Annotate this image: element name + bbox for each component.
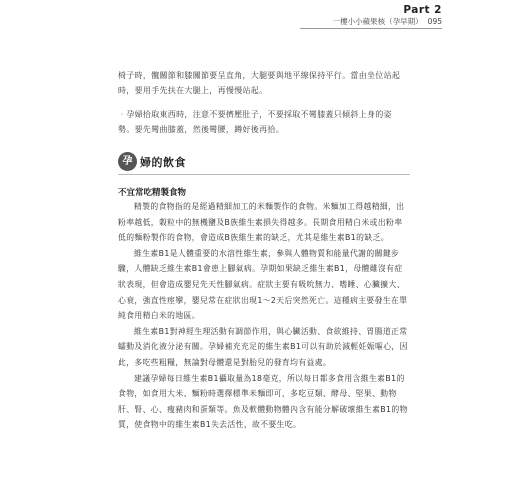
section-heading (118, 152, 186, 171)
section-rule (118, 174, 410, 175)
section-badge: 孕 (118, 152, 137, 171)
body-paragraph: 維生素B1是人體重要的水溶性維生素，參與人體物質和能量代謝的關鍵步驟，人體缺乏維生素B1會患上腳氣病。孕期如果缺乏維生素B1，母體雖沒有症狀表現，但會造成嬰兒先天性腳氣病。症狀主要有吸吮無力、嗜睡、心臟擴大、心衰，強直性痙攣，嬰兒常在症狀出現1～2天后突然死亡。這種病主要發生在單純食用精白米的地區。 (118, 248, 408, 321)
page-number: 095 (427, 17, 442, 26)
section-title: 婦的飲食 (140, 155, 186, 169)
header-rule (300, 28, 442, 29)
subheading: 不宜常吃精製食物 (118, 188, 187, 198)
body-paragraph: 精製的食物指的是經過精細加工的米麵製作的食物。米麵加工得越精細，出粉率越低，穀粒中的無機鹽及B族維生素損失得越多。長期食用精白米或出粉率低的麵粉製作的食物，會造成B族維生素的缺乏，尤其是維生素B1的缺乏。 (118, 202, 405, 243)
series-line (333, 16, 442, 27)
body-paragraph: 建議孕婦每日維生素B1攝取量為18毫克，所以每日都多食用含維生素B1的食物，如食用大米、麵粉時選擇標準米麵即可，多吃豆類、酵母、堅果、動物肝、腎、心、瘦豬肉和蛋類等。魚及軟體動物體內含有能分解破壞維生素B1的物質，使食物中的維生素B1失去活性，故不要生吃。 (118, 373, 408, 430)
running-header (333, 4, 442, 27)
body-text (118, 199, 410, 433)
body-paragraph: 維生素B1對神經生理活動有調節作用，與心臟活動、食欲維持、胃腸道正常蠕動及消化液分泌有關。孕婦補充充足的維生素B1可以有助於減輕妊娠嘔心，因此，多吃些粗糧，無論對母體還是對胎兒的發育均有益處。 (118, 326, 408, 367)
series-title: 一樓小小蘋果核（孕早期） (332, 17, 423, 26)
part-label: Part 2 (403, 4, 442, 16)
continued-paragraph: 椅子時，髖關節和膝關節要呈直角，大腿要與地平線保持平行。當由坐位站起時，要用手先扶在大腿上，再慢慢站起。 (118, 71, 401, 95)
tip-paragraph: ‧孕婦拾取東西時，注意不要擠壓肚子，不要採取不彎膝蓋只傾斜上身的姿勢。要先彎曲膝蓋，然後彎腰，蹲好後再拾。 (118, 110, 392, 134)
